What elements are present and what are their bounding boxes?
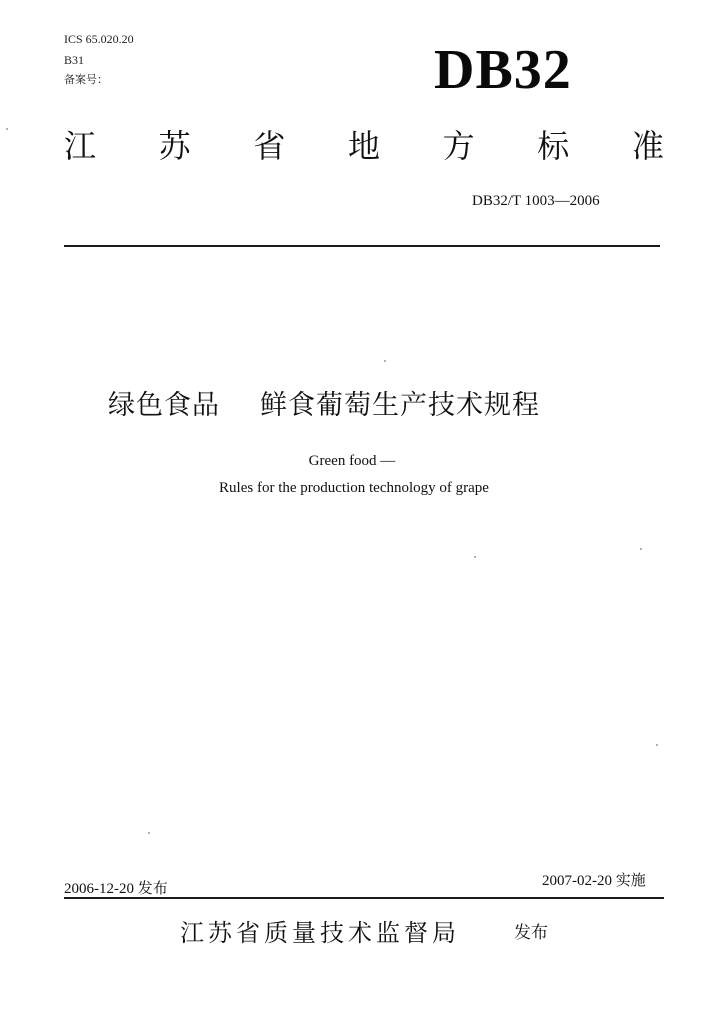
scan-speck	[640, 548, 642, 550]
standard-number: DB32/T 1003—2006	[472, 193, 600, 209]
implementation-date: 2007-02-20 实施	[542, 873, 646, 889]
title-category: 绿色食品	[108, 390, 220, 421]
issuing-authority-suffix: 发布	[514, 923, 548, 943]
scan-speck	[384, 360, 386, 362]
standard-type-title	[64, 126, 664, 166]
scan-speck	[656, 744, 658, 746]
document-title-chinese	[108, 388, 540, 424]
scan-speck	[474, 556, 476, 558]
document-title-english-line1	[0, 452, 708, 470]
standard-type-char: 地	[347, 127, 380, 165]
title-subject: 鲜食葡萄生产技术规程	[260, 390, 540, 421]
classification-code: B31	[64, 53, 85, 67]
filing-number-label: 备案号：	[64, 73, 108, 86]
standard-code-logo: DB32	[434, 39, 572, 101]
standard-type-char: 准	[631, 127, 664, 165]
standard-type-char: 江	[64, 127, 97, 165]
scan-speck	[148, 832, 150, 834]
top-divider	[64, 245, 660, 247]
english-title-category: Green food —	[308, 453, 396, 469]
issuing-authority: 江苏省质量技术监督局	[180, 919, 460, 947]
document-title-english-line2: Rules for the production technology of grape	[219, 480, 489, 496]
scan-speck	[6, 128, 8, 130]
issue-date: 2006-12-20 发布	[64, 881, 168, 897]
standard-type-char: 苏	[158, 127, 191, 165]
bottom-divider	[64, 897, 664, 899]
standard-type-char: 标	[537, 127, 570, 165]
standard-type-char: 方	[442, 127, 475, 165]
standard-type-char: 省	[253, 127, 286, 165]
ics-code: ICS 65.020.20	[64, 32, 134, 46]
